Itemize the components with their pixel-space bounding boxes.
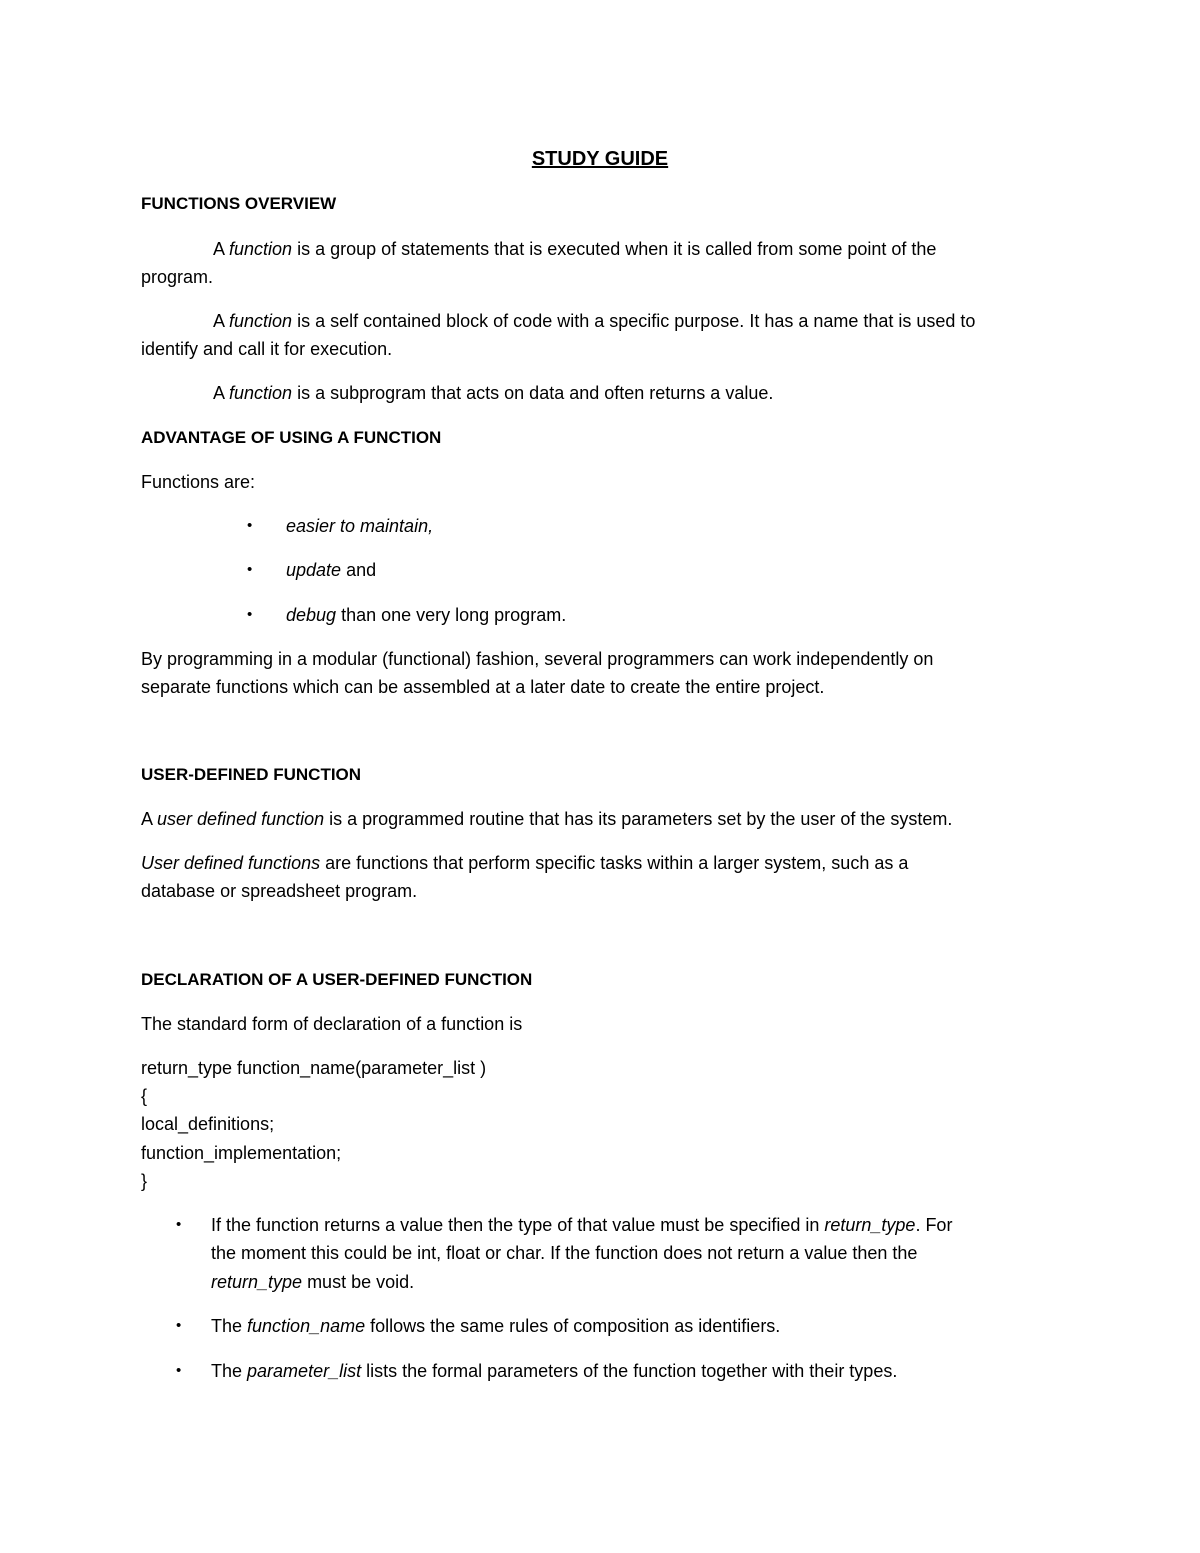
text-run: A (213, 383, 230, 403)
text-run: is a self contained block of code with a specific purpose. It has a name that is used to (292, 311, 976, 331)
bullet-icon: • (247, 606, 253, 623)
text-run: A (141, 809, 158, 829)
text-run: than one very long program. (336, 605, 567, 625)
list-item-continuation: the moment this could be int, float or char. If the function does not return a value then the (211, 1243, 918, 1263)
emphasis-text: function (229, 383, 293, 403)
emphasis-text: function (229, 239, 293, 259)
paragraph-line: By programming in a modular (functional) fashion, several programmers can work independently on (141, 649, 934, 669)
emphasis-text: return_type (824, 1215, 916, 1235)
list-item (211, 1360, 897, 1382)
text-run: is a subprogram that acts on data and often returns a value. (292, 383, 774, 403)
paragraph-line (141, 808, 952, 830)
text-run: If the function returns a value then the type of that value must be specified in (211, 1215, 825, 1235)
emphasis-text: update (286, 560, 342, 580)
code-line: function_implementation; (141, 1143, 342, 1163)
paragraph-line: database or spreadsheet program. (141, 881, 418, 901)
paragraph-line: identify and call it for execution. (141, 339, 393, 359)
paragraph-line: program. (141, 267, 214, 287)
code-line: local_definitions; (141, 1114, 275, 1134)
emphasis-text: debug (286, 605, 337, 625)
emphasis-text: return_type (211, 1272, 303, 1292)
paragraph-line: The standard form of declaration of a function is (141, 1014, 523, 1034)
list-item-continuation (211, 1271, 414, 1293)
paragraph-line (141, 852, 908, 874)
code-line: { (141, 1086, 148, 1106)
page-title: STUDY GUIDE (531, 148, 669, 170)
text-run: A (213, 239, 230, 259)
text-run: lists the formal parameters of the function together with their types. (361, 1361, 898, 1381)
section-heading-advantage: ADVANTAGE OF USING A FUNCTION (141, 428, 442, 447)
emphasis-text: function_name (247, 1316, 366, 1336)
text-run: is a group of statements that is executed when it is called from some point of the (292, 239, 937, 259)
text-run: is a programmed routine that has its parameters set by the user of the system. (324, 809, 953, 829)
list-item (211, 1214, 952, 1236)
text-run: A (213, 311, 230, 331)
paragraph-line (213, 238, 936, 260)
bullet-icon: • (176, 1317, 182, 1334)
text-run: follows the same rules of composition as identifiers. (365, 1316, 781, 1336)
code-line: } (141, 1171, 148, 1191)
text-run: are functions that perform specific tasks within a larger system, such as a (320, 853, 909, 873)
text-run: . For (915, 1215, 953, 1235)
text-run: The (211, 1361, 248, 1381)
text-run: The (211, 1316, 248, 1336)
list-item (211, 1315, 780, 1337)
paragraph-line: separate functions which can be assembled at a later date to create the entire project. (141, 677, 825, 697)
bullet-icon: • (176, 1216, 182, 1233)
bullet-icon: • (247, 517, 253, 534)
section-heading-user-defined: USER-DEFINED FUNCTION (141, 765, 362, 784)
section-heading-functions-overview: FUNCTIONS OVERVIEW (141, 194, 337, 213)
emphasis-text: parameter_list (247, 1361, 362, 1381)
section-heading-declaration: DECLARATION OF A USER-DEFINED FUNCTION (141, 970, 533, 989)
emphasis-text: function (229, 311, 293, 331)
paragraph-line (213, 382, 773, 404)
emphasis-text: User defined functions (141, 853, 321, 873)
paragraph-line: Functions are: (141, 472, 256, 492)
text-run: must be void. (302, 1272, 415, 1292)
bullet-icon: • (247, 561, 253, 578)
emphasis-text: user defined function (157, 809, 325, 829)
code-line: return_type function_name(parameter_list ) (141, 1058, 487, 1078)
list-item (286, 559, 376, 581)
paragraph-line (213, 310, 975, 332)
emphasis-text: easier to maintain, (286, 516, 434, 536)
list-item (286, 515, 433, 537)
bullet-icon: • (176, 1362, 182, 1379)
text-run: and (341, 560, 377, 580)
list-item (286, 604, 566, 626)
